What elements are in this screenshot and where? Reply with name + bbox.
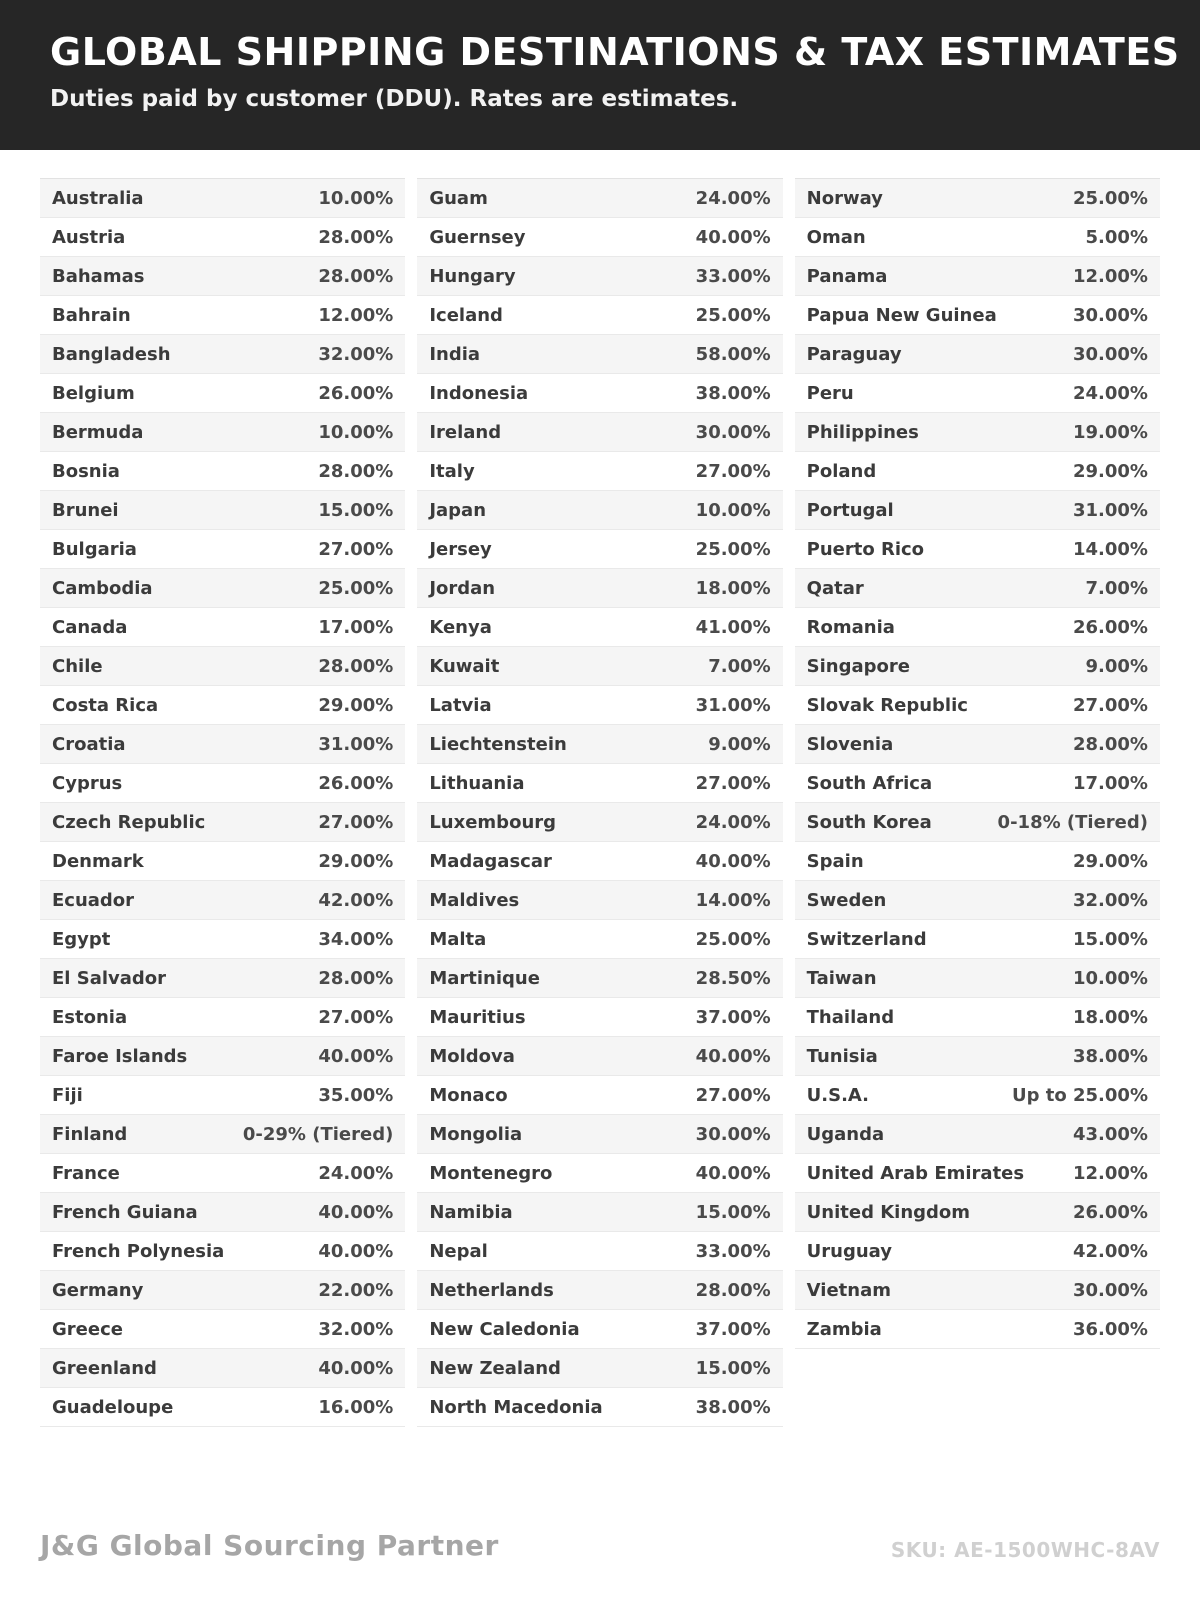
- country-label: France: [52, 1162, 120, 1184]
- rate-value: 17.00%: [1073, 772, 1148, 794]
- country-label: Puerto Rico: [806, 538, 925, 560]
- rate-value: 10.00%: [318, 421, 394, 443]
- country-label: Austria: [52, 226, 126, 248]
- country-label: Peru: [806, 382, 854, 404]
- table-row: [795, 218, 1160, 257]
- table-row: [417, 179, 782, 218]
- rate-value: 17.00%: [318, 616, 394, 638]
- table-row: [417, 920, 782, 959]
- table-row: [40, 1193, 405, 1232]
- rate-value: 9.00%: [1085, 655, 1148, 677]
- country-label: Singapore: [806, 655, 910, 677]
- table-row: [795, 1115, 1160, 1154]
- rate-value: 12.00%: [318, 304, 394, 326]
- table-row: [40, 179, 405, 218]
- rate-value: 26.00%: [1073, 616, 1148, 638]
- rate-value: 27.00%: [695, 460, 771, 482]
- rate-value: 18.00%: [1073, 1006, 1148, 1028]
- country-label: Maldives: [429, 889, 520, 911]
- table-row: [40, 803, 405, 842]
- rate-value: 33.00%: [695, 1240, 771, 1262]
- country-label: Moldova: [429, 1045, 515, 1067]
- country-label: French Polynesia: [52, 1240, 225, 1262]
- country-label: Nepal: [429, 1240, 488, 1262]
- rate-value: 27.00%: [1073, 694, 1148, 716]
- table-row: [417, 1271, 782, 1310]
- rate-value: 16.00%: [318, 1396, 394, 1418]
- table-row: [795, 296, 1160, 335]
- table-row: [40, 1076, 405, 1115]
- table-row: [40, 686, 405, 725]
- table-row: [795, 1271, 1160, 1310]
- rate-value: 30.00%: [695, 421, 771, 443]
- country-label: Spain: [806, 850, 864, 872]
- country-label: Jersey: [429, 538, 492, 560]
- rate-value: 0-18% (Tiered): [997, 811, 1148, 833]
- country-label: Ireland: [429, 421, 502, 443]
- table-row: [40, 959, 405, 998]
- rate-value: 27.00%: [318, 538, 394, 560]
- rate-value: 58.00%: [695, 343, 771, 365]
- country-label: Brunei: [52, 499, 119, 521]
- rate-value: 24.00%: [695, 187, 771, 209]
- country-label: Kenya: [429, 616, 492, 638]
- page-subtitle: Duties paid by customer (DDU). Rates are estimates.: [50, 86, 739, 112]
- table-row: [40, 764, 405, 803]
- country-label: Guadeloupe: [52, 1396, 174, 1418]
- table-row: [417, 998, 782, 1037]
- country-label: Taiwan: [806, 967, 877, 989]
- table-row: [417, 374, 782, 413]
- rate-value: 31.00%: [1073, 499, 1148, 521]
- country-label: Australia: [52, 187, 144, 209]
- country-label: Guernsey: [429, 226, 526, 248]
- rate-value: 12.00%: [1073, 1162, 1148, 1184]
- table-row: [40, 374, 405, 413]
- country-label: Indonesia: [429, 382, 529, 404]
- table-row: [795, 920, 1160, 959]
- country-label: Czech Republic: [52, 811, 206, 833]
- rate-value: 38.00%: [695, 1396, 771, 1418]
- rate-value: 38.00%: [695, 382, 771, 404]
- country-label: Faroe Islands: [52, 1045, 188, 1067]
- country-label: Greece: [52, 1318, 123, 1340]
- country-label: Vietnam: [806, 1279, 891, 1301]
- rate-value: 28.00%: [318, 967, 394, 989]
- rate-value: 26.00%: [318, 382, 394, 404]
- country-label: Belgium: [52, 382, 135, 404]
- country-label: Chile: [52, 655, 103, 677]
- rate-value: 10.00%: [695, 499, 771, 521]
- table-row: [795, 374, 1160, 413]
- country-label: Estonia: [52, 1006, 128, 1028]
- rate-value: 37.00%: [695, 1318, 771, 1340]
- rate-value: 26.00%: [1073, 1201, 1148, 1223]
- rate-value: 0-29% (Tiered): [242, 1123, 394, 1145]
- country-label: Fiji: [52, 1084, 83, 1106]
- table-row: [40, 1310, 405, 1349]
- country-label: Denmark: [52, 850, 144, 872]
- country-label: Malta: [429, 928, 487, 950]
- table-row: [417, 686, 782, 725]
- rate-value: 15.00%: [318, 499, 394, 521]
- country-label: Bosnia: [52, 460, 120, 482]
- country-label: Greenland: [52, 1357, 157, 1379]
- table-row: [795, 842, 1160, 881]
- rate-value: 28.00%: [318, 226, 394, 248]
- table-row: [417, 1310, 782, 1349]
- table-row: [795, 764, 1160, 803]
- country-label: Oman: [806, 226, 866, 248]
- rate-value: 7.00%: [708, 655, 771, 677]
- country-label: New Zealand: [429, 1357, 561, 1379]
- table-row: [417, 764, 782, 803]
- rate-value: 29.00%: [1073, 460, 1148, 482]
- table-row: [417, 569, 782, 608]
- tax-rate-table: [0, 178, 1200, 1427]
- table-row: [417, 1115, 782, 1154]
- country-label: Jordan: [429, 577, 496, 599]
- table-row: [795, 1193, 1160, 1232]
- rate-value: 24.00%: [1073, 382, 1148, 404]
- page-header: [0, 0, 1200, 150]
- table-row: [40, 725, 405, 764]
- rate-value: 40.00%: [695, 1162, 771, 1184]
- table-row: [795, 881, 1160, 920]
- table-row: [40, 998, 405, 1037]
- rate-value: 41.00%: [695, 616, 771, 638]
- table-row: [40, 296, 405, 335]
- table-row: [795, 959, 1160, 998]
- rate-value: 12.00%: [1073, 265, 1148, 287]
- rate-value: 25.00%: [318, 577, 394, 599]
- country-label: Romania: [806, 616, 895, 638]
- table-row: [417, 842, 782, 881]
- rate-value: 28.00%: [318, 655, 394, 677]
- rate-value: 25.00%: [695, 538, 771, 560]
- rate-value: 28.00%: [318, 460, 394, 482]
- country-label: French Guiana: [52, 1201, 198, 1223]
- rate-value: 25.00%: [1073, 187, 1148, 209]
- table-column-1: [40, 178, 405, 1427]
- rate-value: 40.00%: [318, 1201, 394, 1223]
- table-row: [795, 569, 1160, 608]
- table-row: [795, 530, 1160, 569]
- country-label: Ecuador: [52, 889, 135, 911]
- country-label: U.S.A.: [806, 1084, 870, 1106]
- country-label: Bangladesh: [52, 343, 171, 365]
- rate-value: 35.00%: [318, 1084, 394, 1106]
- country-label: Panama: [806, 265, 888, 287]
- rate-value: 10.00%: [318, 187, 394, 209]
- country-label: India: [429, 343, 481, 365]
- rate-value: 30.00%: [1073, 304, 1148, 326]
- country-label: United Kingdom: [806, 1201, 971, 1223]
- country-label: Lithuania: [429, 772, 525, 794]
- country-label: El Salvador: [52, 967, 167, 989]
- country-label: Sweden: [806, 889, 887, 911]
- table-row: [417, 530, 782, 569]
- table-row: [40, 452, 405, 491]
- table-row: [795, 998, 1160, 1037]
- table-row: [417, 1388, 782, 1427]
- rate-value: 9.00%: [708, 733, 771, 755]
- table-row: [40, 1232, 405, 1271]
- rate-value: 27.00%: [318, 1006, 394, 1028]
- rate-value: 7.00%: [1085, 577, 1148, 599]
- country-label: Namibia: [429, 1201, 513, 1223]
- rate-value: 30.00%: [1073, 1279, 1148, 1301]
- rate-value: 32.00%: [1073, 889, 1148, 911]
- rate-value: 27.00%: [318, 811, 394, 833]
- country-label: Martinique: [429, 967, 540, 989]
- table-row: [417, 335, 782, 374]
- table-column-3: [795, 178, 1160, 1349]
- rate-value: 14.00%: [1073, 538, 1148, 560]
- country-label: Slovenia: [806, 733, 894, 755]
- country-label: Germany: [52, 1279, 144, 1301]
- table-row: [795, 608, 1160, 647]
- sku-text: SKU: AE-1500WHC-8AV: [890, 1538, 1160, 1562]
- table-row: [417, 881, 782, 920]
- rate-value: 40.00%: [318, 1240, 394, 1262]
- table-row: [417, 1349, 782, 1388]
- rate-value: 40.00%: [695, 1045, 771, 1067]
- country-label: Madagascar: [429, 850, 552, 872]
- table-row: [417, 413, 782, 452]
- rate-value: 29.00%: [318, 850, 394, 872]
- country-label: Croatia: [52, 733, 126, 755]
- rate-value: 42.00%: [318, 889, 394, 911]
- rate-value: 24.00%: [318, 1162, 394, 1184]
- rate-value: 37.00%: [695, 1006, 771, 1028]
- table-row: [40, 413, 405, 452]
- rate-value: 24.00%: [695, 811, 771, 833]
- country-label: Bulgaria: [52, 538, 137, 560]
- table-row: [795, 1076, 1160, 1115]
- table-row: [40, 1271, 405, 1310]
- country-label: Tunisia: [806, 1045, 878, 1067]
- rate-value: 29.00%: [318, 694, 394, 716]
- table-row: [795, 686, 1160, 725]
- country-label: Luxembourg: [429, 811, 557, 833]
- country-label: Finland: [52, 1123, 128, 1145]
- page-title: GLOBAL SHIPPING DESTINATIONS & TAX ESTIMATES: [50, 30, 1180, 74]
- table-row: [417, 959, 782, 998]
- rate-value: 30.00%: [1073, 343, 1148, 365]
- rate-value: 25.00%: [695, 928, 771, 950]
- rate-value: Up to 25.00%: [1012, 1084, 1148, 1106]
- table-row: [795, 647, 1160, 686]
- country-label: Philippines: [806, 421, 919, 443]
- table-row: [40, 1037, 405, 1076]
- country-label: Hungary: [429, 265, 516, 287]
- country-label: Switzerland: [806, 928, 927, 950]
- rate-value: 33.00%: [695, 265, 771, 287]
- rate-value: 38.00%: [1073, 1045, 1148, 1067]
- country-label: United Arab Emirates: [806, 1162, 1025, 1184]
- country-label: Bermuda: [52, 421, 144, 443]
- country-label: Monaco: [429, 1084, 508, 1106]
- table-row: [417, 1232, 782, 1271]
- country-label: Egypt: [52, 928, 111, 950]
- rate-value: 30.00%: [695, 1123, 771, 1145]
- table-row: [795, 413, 1160, 452]
- table-row: [40, 1154, 405, 1193]
- rate-value: 28.00%: [695, 1279, 771, 1301]
- country-label: Mongolia: [429, 1123, 523, 1145]
- rate-value: 26.00%: [318, 772, 394, 794]
- rate-value: 28.00%: [1073, 733, 1148, 755]
- table-row: [417, 1037, 782, 1076]
- table-row: [795, 257, 1160, 296]
- table-row: [40, 842, 405, 881]
- country-label: Norway: [806, 187, 883, 209]
- country-label: Poland: [806, 460, 877, 482]
- country-label: Bahamas: [52, 265, 145, 287]
- table-column-2: [417, 178, 782, 1427]
- table-row: [40, 647, 405, 686]
- table-row: [40, 218, 405, 257]
- country-label: Italy: [429, 460, 475, 482]
- country-label: Costa Rica: [52, 694, 159, 716]
- rate-value: 25.00%: [695, 304, 771, 326]
- table-row: [795, 1232, 1160, 1271]
- rate-value: 15.00%: [1073, 928, 1148, 950]
- table-row: [417, 218, 782, 257]
- table-row: [40, 257, 405, 296]
- table-row: [795, 335, 1160, 374]
- rate-value: 27.00%: [695, 1084, 771, 1106]
- table-row: [795, 179, 1160, 218]
- table-row: [417, 257, 782, 296]
- rate-value: 15.00%: [695, 1201, 771, 1223]
- table-row: [417, 1076, 782, 1115]
- table-row: [40, 569, 405, 608]
- rate-value: 40.00%: [695, 226, 771, 248]
- rate-value: 31.00%: [318, 733, 394, 755]
- country-label: North Macedonia: [429, 1396, 603, 1418]
- table-row: [795, 491, 1160, 530]
- country-label: South Africa: [806, 772, 933, 794]
- country-label: Cyprus: [52, 772, 123, 794]
- table-row: [417, 725, 782, 764]
- table-row: [417, 1193, 782, 1232]
- rate-value: 10.00%: [1073, 967, 1148, 989]
- table-row: [417, 296, 782, 335]
- country-label: New Caledonia: [429, 1318, 580, 1340]
- country-label: Japan: [429, 499, 487, 521]
- table-row: [417, 803, 782, 842]
- country-label: Uruguay: [806, 1240, 892, 1262]
- country-label: Paraguay: [806, 343, 902, 365]
- country-label: Bahrain: [52, 304, 131, 326]
- country-label: Liechtenstein: [429, 733, 567, 755]
- country-label: Latvia: [429, 694, 492, 716]
- rate-value: 27.00%: [695, 772, 771, 794]
- table-row: [40, 608, 405, 647]
- rate-value: 18.00%: [695, 577, 771, 599]
- table-row: [795, 452, 1160, 491]
- country-label: Cambodia: [52, 577, 153, 599]
- country-label: South Korea: [806, 811, 932, 833]
- country-label: Uganda: [806, 1123, 885, 1145]
- rate-value: 29.00%: [1073, 850, 1148, 872]
- table-row: [40, 1349, 405, 1388]
- country-label: Canada: [52, 616, 128, 638]
- country-label: Mauritius: [429, 1006, 526, 1028]
- rate-value: 28.00%: [318, 265, 394, 287]
- table-row: [795, 1037, 1160, 1076]
- country-label: Thailand: [806, 1006, 895, 1028]
- table-row: [417, 491, 782, 530]
- rate-value: 32.00%: [318, 343, 394, 365]
- rate-value: 36.00%: [1073, 1318, 1148, 1340]
- country-label: Netherlands: [429, 1279, 554, 1301]
- rate-value: 31.00%: [695, 694, 771, 716]
- table-row: [40, 881, 405, 920]
- table-row: [417, 608, 782, 647]
- table-row: [417, 647, 782, 686]
- table-row: [40, 1115, 405, 1154]
- rate-value: 40.00%: [318, 1357, 394, 1379]
- table-row: [40, 1388, 405, 1427]
- country-label: Kuwait: [429, 655, 500, 677]
- brand-text: J&G Global Sourcing Partner: [40, 1529, 499, 1562]
- page-footer: [0, 1529, 1200, 1562]
- country-label: Qatar: [806, 577, 864, 599]
- rate-value: 32.00%: [318, 1318, 394, 1340]
- table-row: [40, 920, 405, 959]
- table-row: [40, 491, 405, 530]
- table-row: [795, 725, 1160, 764]
- rate-value: 22.00%: [318, 1279, 394, 1301]
- table-row: [795, 803, 1160, 842]
- rate-value: 19.00%: [1073, 421, 1148, 443]
- country-label: Iceland: [429, 304, 503, 326]
- table-row: [417, 1154, 782, 1193]
- country-label: Montenegro: [429, 1162, 553, 1184]
- rate-value: 43.00%: [1073, 1123, 1148, 1145]
- rate-value: 40.00%: [318, 1045, 394, 1067]
- rate-value: 42.00%: [1073, 1240, 1148, 1262]
- table-row: [795, 1310, 1160, 1349]
- rate-value: 28.50%: [695, 967, 771, 989]
- country-label: Guam: [429, 187, 488, 209]
- country-label: Portugal: [806, 499, 894, 521]
- table-row: [417, 452, 782, 491]
- country-label: Papua New Guinea: [806, 304, 997, 326]
- country-label: Slovak Republic: [806, 694, 968, 716]
- rate-value: 34.00%: [318, 928, 394, 950]
- table-row: [40, 335, 405, 374]
- rate-value: 5.00%: [1085, 226, 1148, 248]
- table-row: [795, 1154, 1160, 1193]
- rate-value: 15.00%: [695, 1357, 771, 1379]
- rate-value: 40.00%: [695, 850, 771, 872]
- country-label: Zambia: [806, 1318, 882, 1340]
- table-row: [40, 530, 405, 569]
- rate-value: 14.00%: [695, 889, 771, 911]
